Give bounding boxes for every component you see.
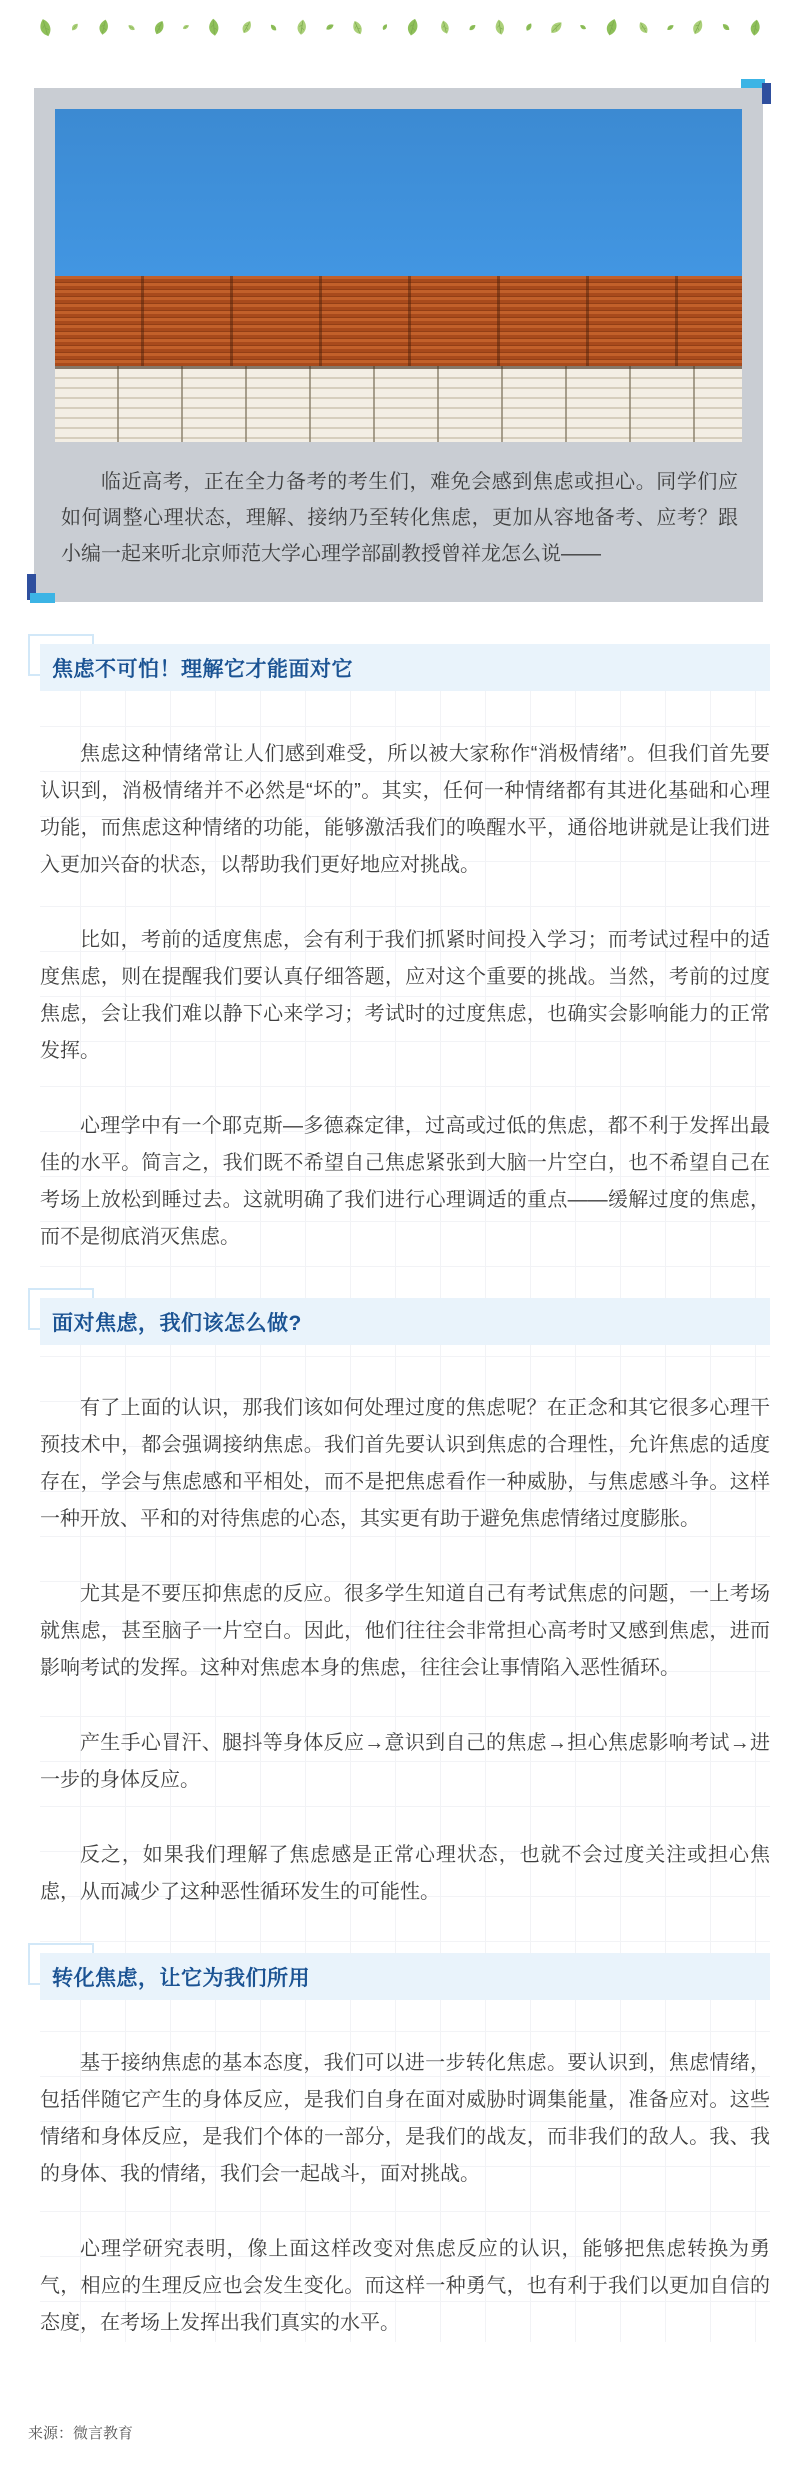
leaf-icon xyxy=(403,17,423,37)
article-paragraph: 心理学中有一个耶克斯—多德森定律，过高或过低的焦虑，都不利于发挥出最佳的水平。简言之，我们既不希望自己焦虑紧张到大脑一片空白，也不希望自己在考场上放松到睡过去。这就明确了我们进行心理调适的重点——缓解过度的焦虑，而不是彻底消灭焦虑。 xyxy=(40,1115,770,1248)
leaf-icon xyxy=(636,20,651,35)
leaf-icon xyxy=(468,23,477,32)
leaf-icon xyxy=(437,19,453,35)
section-1-title-band xyxy=(40,644,770,691)
article-paragraph: 尤其是不要压抑焦虑的反应。很多学生知道自己有考试焦虑的问题，一上考场就焦虑，甚至脑子一片空白。因此，他们往往会非常担心高考时又感到焦虑，进而影响考试的发挥。这种对焦虑本身的焦虑，往往会让事情陷入恶性循环。 xyxy=(40,1583,770,1679)
leaf-icon xyxy=(204,17,224,37)
article-paragraph: 有了上面的认识，那我们该如何处理过度的焦虑呢？在正念和其它很多心理干预技术中，都会强调接纳焦虑。我们首先要认识到焦虑的合理性，允许焦虑的适度存在，学会与焦虑感和平相处，而不是把焦虑看作一种威胁，与焦虑感斗争。这样一种开放、平和的对待焦虑的心态，其实更有助于避免焦虑情绪过度膨胀。 xyxy=(40,1397,770,1530)
leaf-icon xyxy=(127,23,136,32)
leaf-icon xyxy=(602,17,622,37)
leaf-icon xyxy=(293,18,311,36)
leaf-icon xyxy=(35,17,56,38)
article-body xyxy=(40,644,770,2342)
leaf-icon xyxy=(239,19,255,35)
leaf-icon xyxy=(491,18,509,36)
leaf-icon xyxy=(95,18,113,36)
section-3-header xyxy=(40,1953,770,2000)
section-2-header xyxy=(40,1298,770,1345)
photo-roof-tiles-region xyxy=(55,276,742,366)
section-3-title-band xyxy=(40,1953,770,2000)
leaf-icon xyxy=(325,22,335,32)
article-paragraph: 心理学研究表明，像上面这样改变对焦虑反应的认识，能够把焦虑转换为勇气，相应的生理反应也会发生变化。而这样一种勇气，也有利于我们以更加自信的态度，在考场上发挥出我们真实的水平。 xyxy=(40,2238,770,2334)
card-corner-accent-top-right-navy xyxy=(762,83,771,104)
leaf-icon xyxy=(70,22,80,32)
section-2-title-band xyxy=(40,1298,770,1345)
leaf-icon xyxy=(721,22,731,32)
leaf-icon xyxy=(666,23,675,32)
article-paragraph: 基于接纳焦虑的基本态度，我们可以进一步转化焦虑。要认识到，焦虑情绪，包括伴随它产生的身体反应，是我们自身在面对威胁时调集能量，准备应对。这些情绪和身体反应，是我们个体的一部分，是我们的战友，而非我们的敌人。我、我的身体、我的情绪，我们会一起战斗，面对挑战。 xyxy=(40,2052,770,2185)
leaf-icon xyxy=(381,23,389,31)
photo-sky-region xyxy=(55,109,742,276)
leaf-icon xyxy=(689,18,707,36)
leaf-icon xyxy=(579,23,587,31)
card-corner-accent-bottom-left-cyan xyxy=(30,593,55,603)
leaf-icon xyxy=(151,19,168,36)
leaf-icon xyxy=(269,23,278,32)
section-1-title: 焦虑不可怕！理解它才能面对它 xyxy=(52,657,353,681)
article-paragraph: 反之，如果我们理解了焦虑感是正常心理状态，也就不会过度关注或担心焦虑，从而减少了这种恶性循环发生的可能性。 xyxy=(40,1844,770,1903)
intro-paragraph: 临近高考，正在全力备考的考生们，难免会感到焦虑或担心。同学们应如何调整心理状态，理解、接纳乃至转化焦虑，更加从容地备考、应考？跟小编一起来听北京师范大学心理学部副教授曾祥龙怎么说—— xyxy=(61,471,738,565)
leaf-icon xyxy=(524,22,534,32)
article-paragraph: 焦虑这种情绪常让人们感到难受，所以被大家称作“消极情绪”。但我们首先要认识到，消极情绪并不必然是“坏的”。其实，任何一种情绪都有其进化基础和心理功能，而焦虑这种情绪的功能，能够激活我们的唤醒水平，通俗地讲就是让我们进入更加兴奋的状态，以帮助我们更好地应对挑战。 xyxy=(40,743,770,876)
leaf-icon xyxy=(349,19,366,36)
sky-rooftop-photo xyxy=(55,109,742,442)
section-1-header xyxy=(40,644,770,691)
leaf-border xyxy=(35,10,765,44)
leaf-icon xyxy=(548,19,565,36)
intro-card xyxy=(34,88,763,602)
leaf-icon xyxy=(182,23,190,31)
section-3-title: 转化焦虑，让它为我们所用 xyxy=(52,1966,310,1990)
source-credit: 来源：微言教育 xyxy=(28,2425,134,2442)
section-2-title: 面对焦虑，我们该怎么做? xyxy=(52,1311,302,1335)
photo-pavement-region xyxy=(55,366,742,442)
article-paragraph: 比如，考前的适度焦虑，会有利于我们抓紧时间投入学习；而考试过程中的适度焦虑，则在提醒我们要认真仔细答题，应对这个重要的挑战。当然，考前的过度焦虑，会让我们难以静下心来学习；考试时的过度焦虑，也确实会影响能力的正常发挥。 xyxy=(40,929,770,1062)
article-paragraph: 产生手心冒汗、腿抖等身体反应→意识到自己的焦虑→担心焦虑影响考试→进一步的身体反应。 xyxy=(40,1732,770,1791)
article-page xyxy=(0,10,800,2482)
leaf-icon xyxy=(746,18,765,37)
